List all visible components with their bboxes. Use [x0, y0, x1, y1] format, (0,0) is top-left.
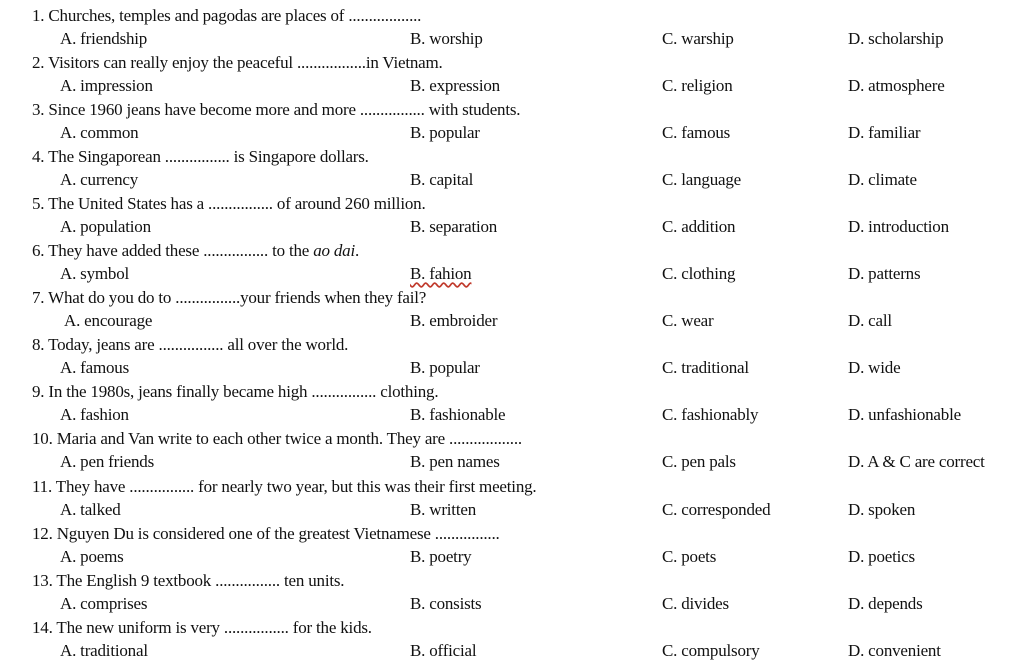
option-c: C. fashionably: [662, 405, 759, 424]
question-10: [0, 428, 1024, 475]
question-8: [0, 334, 1024, 381]
option-b: B. written: [410, 500, 476, 519]
top-edge: [0, 0, 1024, 3]
option-a: A. pen friends: [60, 452, 154, 471]
question-stem: 4. The Singaporean ................ is Singapore dollars.: [32, 147, 369, 166]
option-c: C. addition: [662, 217, 736, 236]
option-d: D. familiar: [848, 123, 921, 142]
option-a: A. traditional: [60, 641, 148, 660]
option-d: D. A & C are correct: [848, 452, 985, 471]
option-c: C. corresponded: [662, 500, 771, 519]
question-stem: 5. The United States has a ................ of around 260 million.: [32, 194, 426, 213]
option-a: A. currency: [60, 170, 139, 189]
option-c: C. clothing: [662, 264, 736, 283]
option-c: C. pen pals: [662, 452, 736, 471]
option-b: B. poetry: [410, 547, 472, 566]
option-a: A. encourage: [64, 311, 153, 330]
option-d: D. poetics: [848, 547, 915, 566]
question-11: [0, 476, 1024, 523]
option-a: A. fashion: [60, 405, 129, 424]
question-stem: 3. Since 1960 jeans have become more and more ................ with students.: [32, 100, 521, 119]
question-13: [0, 570, 1024, 617]
question-3: [0, 99, 1024, 146]
option-a: A. population: [60, 217, 151, 236]
option-a: A. common: [60, 123, 139, 142]
question-stem: 10. Maria and Van write to each other twice a month. They are ..................: [32, 429, 522, 448]
question-stem: 6. They have added these ................ to the ao dai.: [32, 241, 360, 260]
option-d: D. unfashionable: [848, 405, 961, 424]
option-c: C. wear: [662, 311, 714, 330]
option-d: D. scholarship: [848, 29, 944, 48]
question-stem: 13. The English 9 textbook ................ ten units.: [32, 571, 345, 590]
option-b: B. fahion: [410, 264, 472, 283]
option-b: B. popular: [410, 123, 480, 142]
question-stem: 12. Nguyen Du is considered one of the greatest Vietnamese ................: [32, 524, 500, 543]
option-b: B. embroider: [410, 311, 498, 330]
question-12: [0, 523, 1024, 570]
option-b: B. capital: [410, 170, 474, 189]
option-d: D. patterns: [848, 264, 921, 283]
option-d: D. spoken: [848, 500, 916, 519]
option-d: D. climate: [848, 170, 917, 189]
option-d: D. depends: [848, 594, 923, 613]
question-stem: 2. Visitors can really enjoy the peaceful .................in Vietnam.: [32, 53, 443, 72]
option-b: B. fashionable: [410, 405, 506, 424]
question-4: [0, 146, 1024, 193]
option-a: A. talked: [60, 500, 121, 519]
option-c: C. religion: [662, 76, 733, 95]
option-c: C. divides: [662, 594, 729, 613]
option-c: C. poets: [662, 547, 717, 566]
question-2: [0, 52, 1024, 99]
option-d: D. convenient: [848, 641, 941, 660]
option-b: B. expression: [410, 76, 500, 95]
option-c: C. famous: [662, 123, 731, 142]
option-b: B. official: [410, 641, 477, 660]
question-stem: 9. In the 1980s, jeans finally became high ................ clothing.: [32, 382, 439, 401]
option-d: D. wide: [848, 358, 901, 377]
question-stem: 8. Today, jeans are ................ all over the world.: [32, 335, 349, 354]
question-6: [0, 240, 1024, 287]
question-1: [0, 5, 1024, 52]
question-14: [0, 617, 1024, 664]
option-a: A. friendship: [60, 29, 148, 48]
option-b: B. separation: [410, 217, 498, 236]
option-c: C. compulsory: [662, 641, 760, 660]
option-c: C. traditional: [662, 358, 749, 377]
option-d: D. call: [848, 311, 892, 330]
option-a: A. poems: [60, 547, 124, 566]
option-b: B. worship: [410, 29, 483, 48]
option-d: D. introduction: [848, 217, 949, 236]
option-b: B. pen names: [410, 452, 500, 471]
option-c: C. warship: [662, 29, 734, 48]
question-stem: 7. What do you do to ................your friends when they fail?: [32, 288, 427, 307]
question-7: [0, 287, 1024, 334]
option-b: B. consists: [410, 594, 482, 613]
question-stem: 14. The new uniform is very ................ for the kids.: [32, 618, 372, 637]
question-stem: 11. They have ................ for nearly two year, but this was their first meeting.: [32, 477, 537, 496]
question-9: [0, 381, 1024, 428]
option-a: A. comprises: [60, 594, 148, 613]
question-5: [0, 193, 1024, 240]
question-stem: 1. Churches, temples and pagodas are places of ..................: [32, 6, 422, 25]
option-a: A. impression: [60, 76, 153, 95]
italic-term: ao dai: [313, 241, 355, 260]
option-a: A. famous: [60, 358, 130, 377]
option-c: C. language: [662, 170, 741, 189]
option-d: D. atmosphere: [848, 76, 945, 95]
option-b: B. popular: [410, 358, 480, 377]
option-a: A. symbol: [60, 264, 130, 283]
